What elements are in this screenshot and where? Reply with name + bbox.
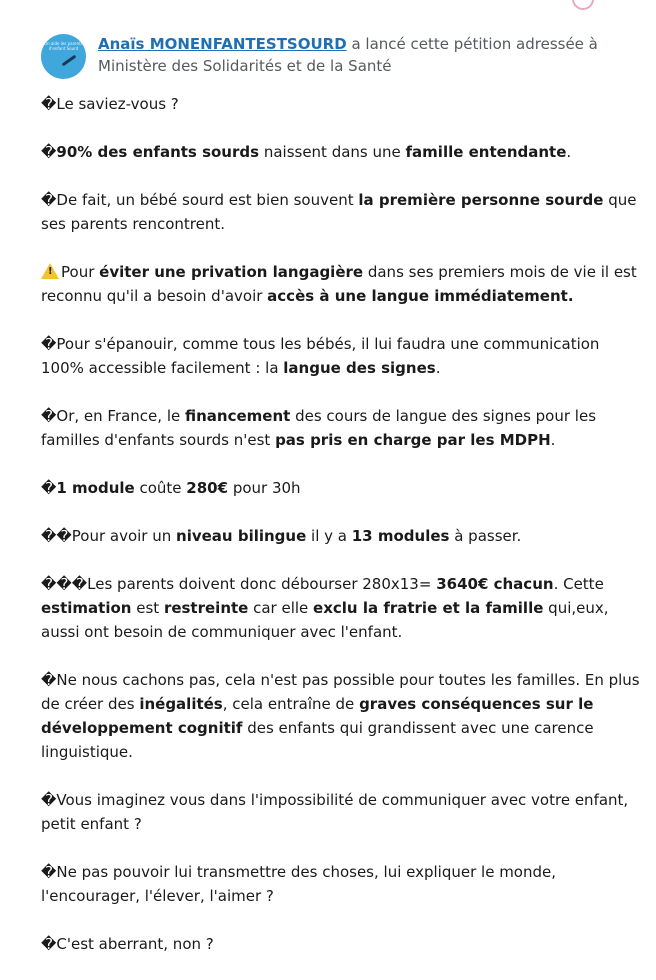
bold-text: la première personne sourde xyxy=(358,191,604,209)
paragraph-p5 xyxy=(41,332,641,380)
emoji-placeholder-icon: � xyxy=(41,791,57,809)
bold-text: 1 module xyxy=(56,479,135,497)
paragraph-p3 xyxy=(41,188,641,236)
text: naissent dans une xyxy=(259,143,406,161)
bold-text: pas pris en charge par les MDPH xyxy=(275,431,551,449)
emoji-placeholder-icon: � xyxy=(41,479,57,497)
notification-indicator xyxy=(572,0,594,10)
text: Ne nous cachons pas, cela n'est pas possible pour toutes les familles. En plus de créer des xyxy=(41,671,640,713)
bold-text: restreinte xyxy=(163,599,249,617)
paragraph-p7 xyxy=(41,476,641,500)
text: Les parents doivent donc débourser 280x13= xyxy=(87,575,437,593)
text: De fait, un bébé sourd est bien souvent xyxy=(56,191,359,209)
text: . xyxy=(435,359,441,377)
paragraph-p2 xyxy=(41,140,641,164)
text: Pour avoir un xyxy=(71,527,177,545)
text: il y a xyxy=(306,527,352,545)
bold-text: 280€ xyxy=(186,479,229,497)
text: qui,eux, aussi ont besoin de communiquer avec l'enfant. xyxy=(41,599,609,641)
bold-text: estimation xyxy=(41,599,132,617)
text: C'est aberrant, non ? xyxy=(56,935,214,953)
bold-text: exclu la fratrie et la famille xyxy=(313,599,544,617)
paragraph-p9 xyxy=(41,572,641,644)
text: coûte xyxy=(134,479,187,497)
paragraph-p12 xyxy=(41,860,641,908)
bold-text: 90% des enfants sourds xyxy=(56,143,260,161)
text: des cours de langue des signes pour les familles d'enfants sourds n'est xyxy=(41,407,597,449)
text: à passer. xyxy=(449,527,522,545)
emoji-placeholder-icon: � xyxy=(41,407,57,425)
paragraph-p11 xyxy=(41,788,641,836)
emoji-placeholder-icon: � xyxy=(41,863,57,881)
bold-text: éviter une privation langagière xyxy=(99,263,364,281)
paragraph-p10 xyxy=(41,668,641,764)
emoji-placeholder-icon: � xyxy=(41,671,57,689)
emoji-placeholder-icon: � xyxy=(41,935,57,953)
pen-icon xyxy=(62,55,77,67)
text: est xyxy=(131,599,164,617)
header-text xyxy=(98,33,638,77)
paragraph-p6 xyxy=(41,404,641,452)
avatar-logo-text: Un aide les parents d'enfant Sourd xyxy=(44,41,83,51)
text: Ne pas pouvoir lui transmettre des choses, lui expliquer le monde, l'encourager, l'élever, l'aimer ? xyxy=(41,863,557,905)
bold-text: 13 modules xyxy=(351,527,450,545)
text: . Cette xyxy=(553,575,604,593)
text: que ses parents rencontrent. xyxy=(41,191,637,233)
text: Or, en France, le xyxy=(56,407,185,425)
paragraph-p4 xyxy=(41,260,641,308)
text: pour 30h xyxy=(228,479,301,497)
text: Vous imaginez vous dans l'impossibilité de communiquer avec votre enfant, petit enfant ? xyxy=(41,791,629,833)
text: . xyxy=(566,143,572,161)
emoji-placeholder-icon: �� xyxy=(41,527,72,545)
emoji-placeholder-icon: ��� xyxy=(41,575,88,593)
text: . xyxy=(550,431,556,449)
warning-icon-mark: ! xyxy=(48,266,53,277)
text: , cela entraîne de xyxy=(222,695,360,713)
text: car elle xyxy=(248,599,314,617)
author-link[interactable]: Anaïs MONENFANTESTSOURD xyxy=(98,35,347,53)
text: Le saviez-vous ? xyxy=(56,95,179,113)
bold-text: graves conséquences sur le développement cognitif xyxy=(41,695,594,737)
bold-text: accès à une langue immédiatement. xyxy=(267,287,574,305)
paragraph-p1 xyxy=(41,92,641,116)
petition-description xyxy=(41,92,641,980)
bold-text: langue des signes xyxy=(283,359,436,377)
emoji-placeholder-icon: � xyxy=(41,95,57,113)
header-action-text: a lancé cette pétition adressée à Ministère des Solidarités et de la Santé xyxy=(98,35,598,75)
emoji-placeholder-icon: � xyxy=(41,191,57,209)
text: dans ses premiers mois de vie il est reconnu qu'il a besoin d'avoir xyxy=(41,263,637,305)
emoji-placeholder-icon: � xyxy=(41,335,57,353)
bold-text: inégalités xyxy=(139,695,223,713)
bold-text: 3640€ chacun xyxy=(436,575,554,593)
text: Pour xyxy=(61,263,100,281)
paragraph-p13 xyxy=(41,932,641,956)
author-avatar[interactable] xyxy=(41,34,86,79)
text: Pour s'épanouir, comme tous les bébés, il lui faudra une communication 100% accessible facilement : la xyxy=(41,335,600,377)
bold-text: famille entendante xyxy=(405,143,567,161)
paragraph-p8 xyxy=(41,524,641,548)
bold-text: financement xyxy=(184,407,291,425)
emoji-placeholder-icon: � xyxy=(41,143,57,161)
warning-icon xyxy=(41,263,59,279)
bold-text: niveau bilingue xyxy=(176,527,307,545)
text: des enfants qui grandissent avec une carence linguistique. xyxy=(41,719,594,761)
